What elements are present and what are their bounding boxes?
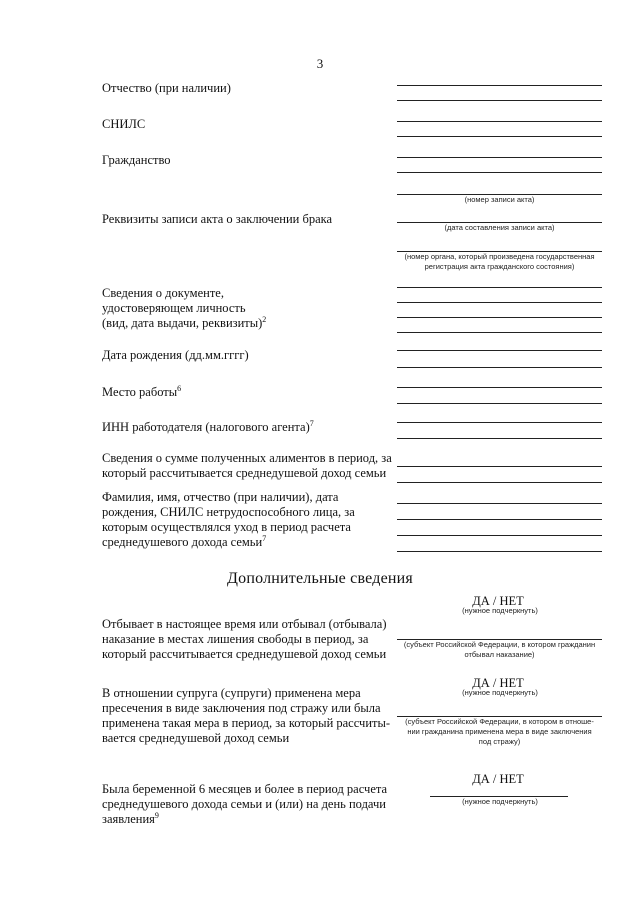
yes-no-pregnant[interactable]: ДА / НЕТ <box>472 772 524 786</box>
label-patronymic: Отчество (при наличии) <box>102 81 231 95</box>
label-birth-date: Дата рождения (дд.мм.гггг) <box>102 348 249 362</box>
caption-record-date: (дата составления записи акта) <box>444 223 555 232</box>
caption-registry-organ: (номер органа, который произведена государственная регистрация акта гражданского состояния) <box>404 252 595 271</box>
label-citizenship: Гражданство <box>102 153 171 167</box>
section-title-additional: Дополнительные сведения <box>227 570 413 587</box>
answer-line[interactable] <box>397 172 602 173</box>
answer-line[interactable] <box>397 157 602 158</box>
answer-line[interactable] <box>397 403 602 404</box>
answer-line[interactable] <box>397 503 602 504</box>
caption-record-number: (номер записи акта) <box>464 195 535 204</box>
yes-no-prison[interactable]: ДА / НЕТ <box>472 594 524 608</box>
answer-line[interactable] <box>397 387 602 388</box>
caption-custody-region: (субъект Российской Федерации, в котором в отноше- нии гражданина применена мера в виде заключения под стражу) <box>405 717 594 746</box>
answer-line[interactable] <box>397 85 602 86</box>
answer-line[interactable] <box>397 317 602 318</box>
answer-line[interactable] <box>397 519 602 520</box>
answer-line[interactable] <box>397 350 602 351</box>
answer-line[interactable] <box>397 482 602 483</box>
answer-line[interactable] <box>397 422 602 423</box>
underline-hint: (нужное подчеркнуть) <box>462 688 538 697</box>
answer-line[interactable] <box>397 535 602 536</box>
answer-line[interactable] <box>397 136 602 137</box>
label-id-document: Сведения о документе, удостоверяющем личность (вид, дата выдачи, реквизиты)$^2$ <box>102 286 267 330</box>
answer-line[interactable] <box>397 367 602 368</box>
answer-line[interactable] <box>397 466 602 467</box>
answer-line[interactable] <box>397 287 602 288</box>
page-number: 3 <box>316 56 324 71</box>
label-workplace: Место работы$^6$ <box>102 383 182 399</box>
label-custody: В отношении супруга (супруги) применена мера пресечения в виде заключения под стражу или была применена такая мера в период, за который рассчиты- вается среднедушевой доход семьи <box>102 686 391 745</box>
label-employer-inn: ИНН работодателя (налогового агента)$^7$ <box>102 418 314 434</box>
answer-line[interactable] <box>397 332 602 333</box>
answer-line[interactable] <box>397 302 602 303</box>
answer-line[interactable] <box>397 121 602 122</box>
label-marriage-record: Реквизиты записи акта о заключении брака <box>102 212 333 226</box>
underline-hint: (нужное подчеркнуть) <box>462 797 538 806</box>
label-snils: СНИЛС <box>102 117 146 131</box>
answer-line[interactable] <box>397 551 602 552</box>
label-pregnant: Была беременной 6 месяцев и более в период расчета среднедушевого дохода семьи и (или) на день подачи заявления$^9$ <box>102 782 388 826</box>
label-care: Фамилия, имя, отчество (при наличии), дата рождения, СНИЛС нетрудоспособного лица, за которым осуществлялся уход в период расчета среднедушевого дохода семьи$^7$ <box>102 490 355 549</box>
yes-no-custody[interactable]: ДА / НЕТ <box>472 676 524 690</box>
label-alimony: Сведения о сумме полученных алиментов в период, за который рассчитывается среднедушевой доход семьи <box>102 451 392 480</box>
label-prison: Отбывает в настоящее время или отбывал (отбывала) наказание в местах лишения свободы в период, за который рассчитывается среднедушевой доход семьи <box>102 617 387 661</box>
underline-hint: (нужное подчеркнуть) <box>462 606 538 615</box>
answer-line[interactable] <box>397 438 602 439</box>
caption-prison-region: (субъект Российской Федерации, в котором гражданин отбывал наказание) <box>403 640 596 659</box>
answer-line[interactable] <box>397 100 602 101</box>
